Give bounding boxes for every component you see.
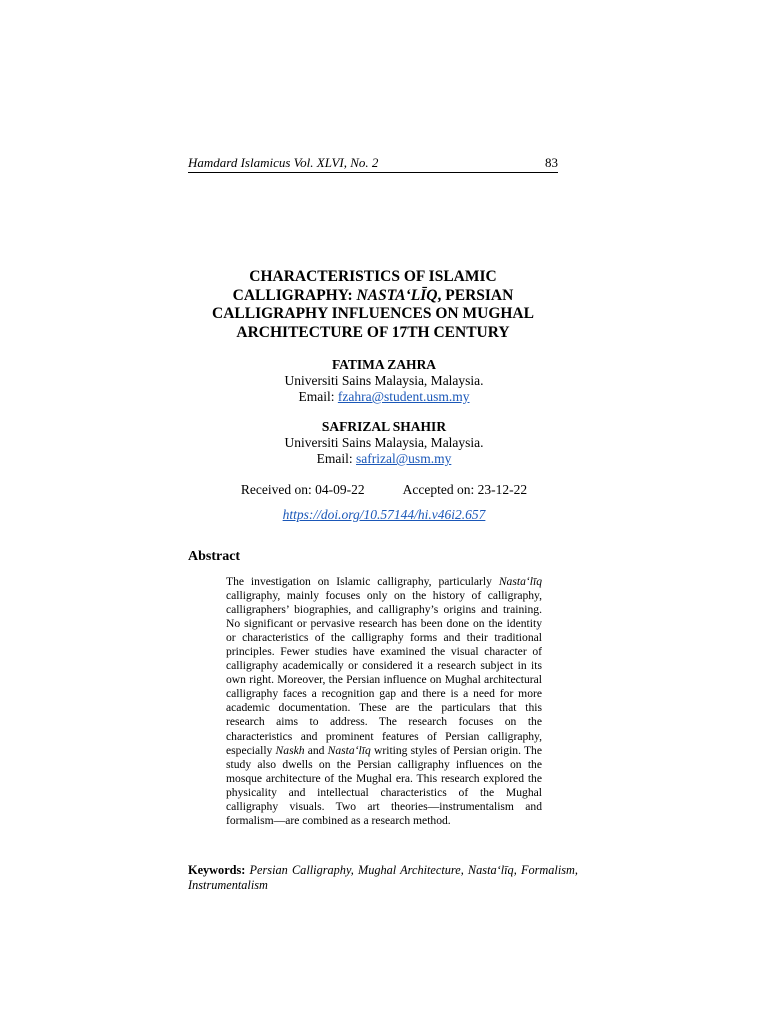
- email-label: Email:: [298, 389, 338, 404]
- title-line-2-prefix: CALLIGRAPHY:: [232, 286, 357, 304]
- author-block-1: [188, 357, 580, 405]
- author-name: FATIMA ZAHRA: [331, 357, 437, 372]
- author-email-line: [188, 451, 580, 467]
- keywords-list: Persian Calligraphy, Mughal Architecture, Nasta‘līq, Formalism, Instrumentalism: [188, 863, 578, 892]
- abstract-heading: Abstract: [188, 549, 241, 564]
- abstract-text: and: [304, 743, 328, 757]
- author-email-link[interactable]: safrizal@usm.my: [356, 451, 452, 466]
- paper-title: [188, 268, 558, 342]
- author-name: SAFRIZAL SHAHIR: [321, 419, 447, 434]
- abstract-text: The investigation on Islamic calligraphy, particularly: [226, 575, 499, 588]
- received-date: Received on: 04-09-22: [240, 482, 365, 497]
- submission-dates: [188, 482, 580, 498]
- doi: [188, 507, 580, 523]
- running-header: [188, 155, 558, 173]
- email-label: Email:: [316, 451, 357, 466]
- title-line-3: CALLIGRAPHY INFLUENCES ON MUGHAL: [212, 305, 534, 322]
- abstract-body: [226, 575, 542, 828]
- accepted-date: Accepted on: 23-12-22: [402, 482, 528, 497]
- title-line-2-suffix: , PERSIAN: [437, 286, 514, 304]
- abstract-italic-term: Nasta‘līq: [327, 743, 371, 757]
- keywords: [188, 863, 578, 893]
- title-line-2-italic: NASTA‘LĪQ: [356, 286, 438, 304]
- author-email-link[interactable]: fzahra@student.usm.my: [337, 389, 470, 404]
- abstract-italic-term: Naskh: [275, 743, 305, 757]
- abstract-text: calligraphy, mainly focuses only on the history of calligraphy, calligraphers’ biographies, and calligraphy’s origins and training. No significant or pervasive research has been done on the identity or characteristics of the calligraphy forms and their traditional principles. Fewer studies have examined the visual character of calligraphy academically or considered it a research subject in its own right. Moreover, the Persian influence on Mughal architectural calligraphy faces a recognition gap and there is a need for more academic documentation. These are the particulars that this research aims to address. The research focuses on the characteristics and prominent features of Persian calligraphy, especially: [226, 589, 542, 757]
- page-number: 83: [545, 155, 558, 170]
- author-email-line: [188, 389, 580, 405]
- author-affiliation: Universiti Sains Malaysia, Malaysia.: [284, 373, 484, 388]
- journal-name: Hamdard Islamicus Vol. XLVI, No. 2: [188, 155, 379, 170]
- abstract-text: writing styles of Persian origin. The study also dwells on the Persian calligraphy influences on the mosque architecture of the Mughal era. This research explored the physicality and intellectual characteristics of the Mughal calligraphy visuals. Two art theories—instrumentalism and formalism—are combined as a research method.: [226, 743, 542, 827]
- title-line-1: CHARACTERISTICS OF ISLAMIC: [249, 268, 497, 285]
- title-line-4: ARCHITECTURE OF 17TH CENTURY: [236, 323, 510, 341]
- author-block-2: [188, 419, 580, 467]
- doi-link[interactable]: https://doi.org/10.57144/hi.v46i2.657: [282, 507, 486, 522]
- keywords-label: Keywords:: [188, 863, 246, 877]
- author-affiliation: Universiti Sains Malaysia, Malaysia.: [284, 435, 484, 450]
- abstract-italic-term: Nasta‘līq: [498, 575, 542, 588]
- title-line-2: [188, 287, 558, 306]
